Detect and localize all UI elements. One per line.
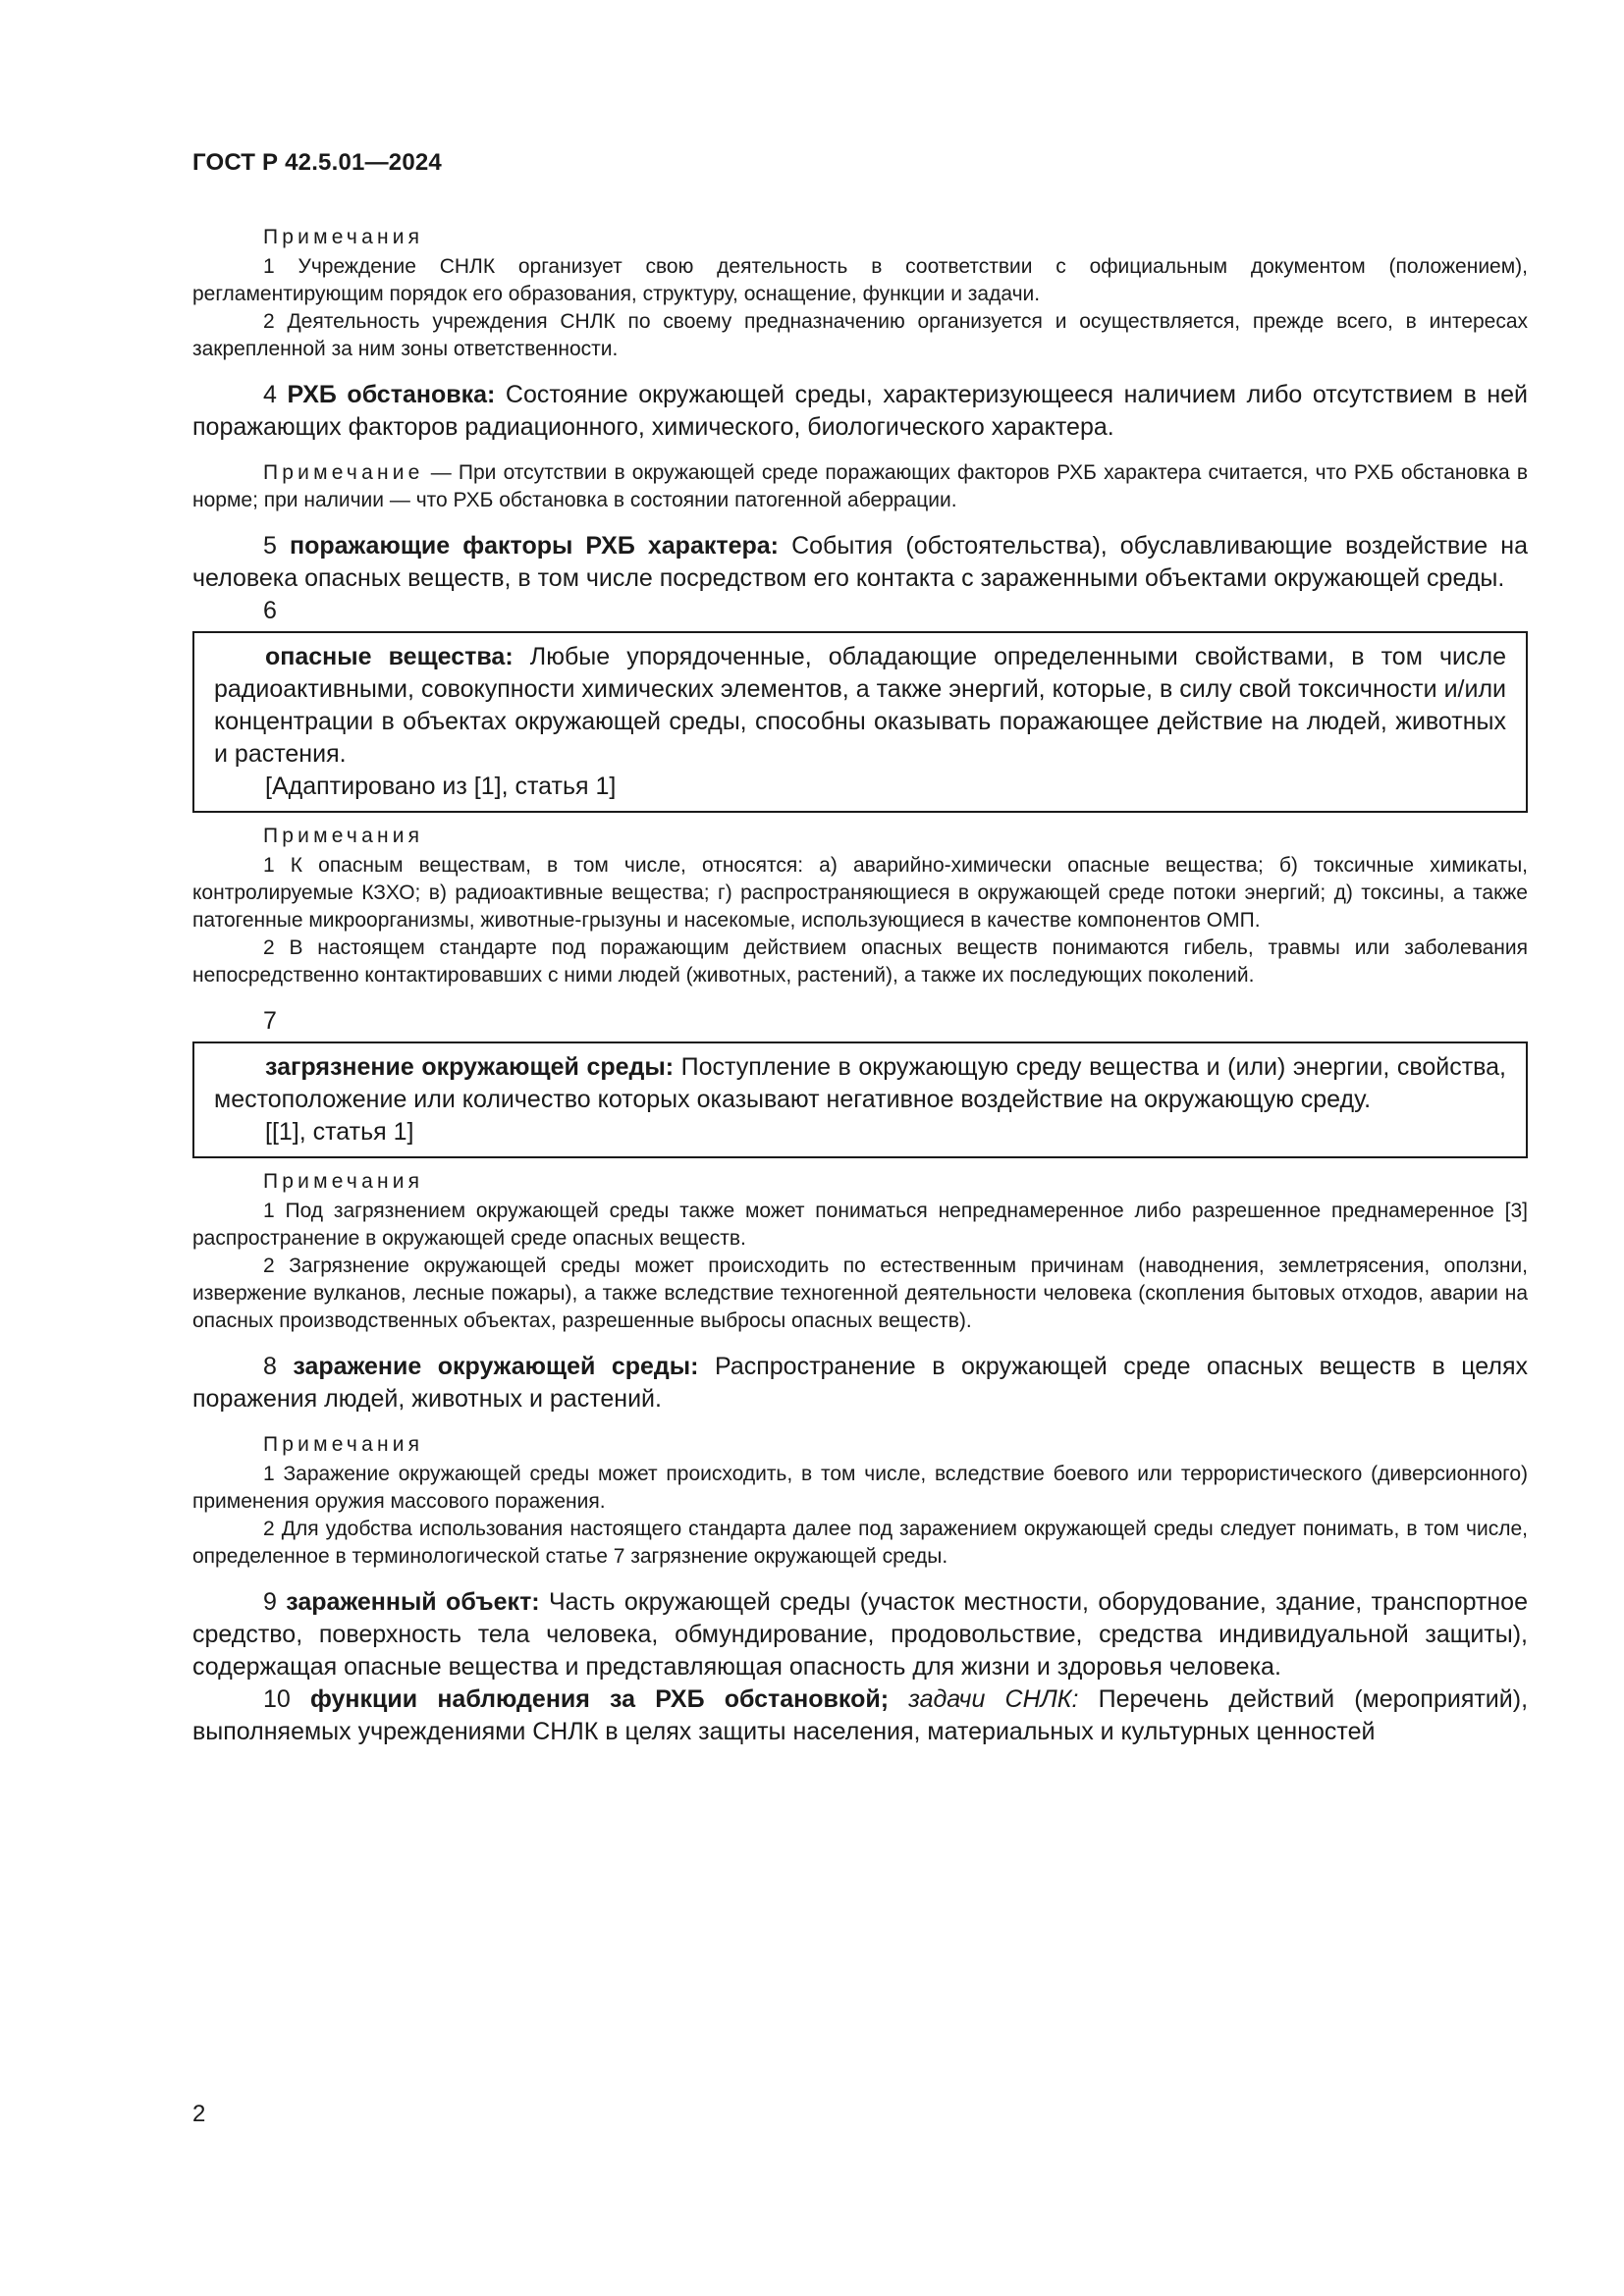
- note-item: 1 Учреждение СНЛК организует свою деятельность в соответствии с официальным документом (положением), регламентирующим порядок его образования, структуру, оснащение, функции и задачи.: [192, 255, 1528, 305]
- term-definition: Любые упорядоченные, обладающие определенными свойствами, в том числе радиоактивными, совокупности химических элементов, а также энергий, которые, в силу свой токсичности и/или концентрации в объектах окружающей среды, способны оказывать поражающее действие на людей, животных и растения.: [214, 643, 1506, 768]
- term-number-6: 6: [263, 597, 277, 624]
- term-entry-8: [192, 1351, 1528, 1415]
- note-label: Примечание: [263, 461, 424, 484]
- term-name: поражающие факторы РХБ характера:: [289, 532, 780, 560]
- note-item: 1 Под загрязнением окружающей среды также может пониматься непреднамеренное либо разрешенное преднамеренное [3] распространение в окружающей среде опасных веществ.: [192, 1200, 1528, 1250]
- note-item: 1 Заражение окружающей среды может происходить, в том числе, вследствие боевого или террористического (диверсионного) применения оружия массового поражения.: [192, 1463, 1528, 1513]
- note-item: 1 К опасным веществам, в том числе, относятся: а) аварийно-химически опасные вещества; б) токсичные химикаты, контролируемые КЗХО; в) радиоактивные вещества; г) распространяющиеся в окружающей среде потоки энергий; д) токсины, а также патогенные микроорганизмы, животные-грызуны и насекомые, использующиеся в качестве компонентов ОМП.: [192, 854, 1528, 932]
- term-entry-9: [192, 1586, 1528, 1683]
- notes-heading: Примечания: [263, 1170, 424, 1193]
- term-source: [[1], статья 1]: [265, 1118, 414, 1146]
- term-definition: Распространение в окружающей среде опасных веществ в целях поражения людей, животных и растений.: [192, 1353, 1528, 1413]
- term-box-7: [192, 1041, 1528, 1158]
- term-entry-4: [192, 379, 1528, 444]
- term-name: опасные вещества:: [265, 643, 514, 670]
- term-name: функции наблюдения за РХБ обстановкой;: [309, 1685, 890, 1713]
- term-entry-6: [214, 641, 1506, 771]
- term-definition: События (обстоятельства), обуславливающие воздействие на человека опасных веществ, в том числе посредством его контакта с зараженными объектами окружающей среды.: [192, 532, 1528, 592]
- term-name: РХБ обстановка:: [287, 381, 496, 408]
- term-synonym: задачи СНЛК:: [908, 1685, 1079, 1713]
- term-entry-7: [214, 1051, 1506, 1116]
- note-item: 2 Деятельность учреждения СНЛК по своему предназначению организуется и осуществляется, прежде всего, в интересах закрепленной за ним зоны ответственности.: [192, 310, 1528, 360]
- term-name: заражение окружающей среды:: [293, 1353, 699, 1380]
- notes-heading: Примечания: [263, 1433, 424, 1456]
- term-definition: Часть окружающей среды (участок местности, оборудование, здание, транспортное средство, поверхность тела человека, обмундирование, продовольствие, средства индивидуальной защиты), содержащая опасные вещества и представляющая опасность для жизни и здоровья человека.: [192, 1588, 1528, 1681]
- term-name: зараженный объект:: [286, 1588, 540, 1616]
- note-text: — При отсутствии в окружающей среде поражающих факторов РХБ характера считается, что РХБ обстановка в норме; при наличии — что РХБ обстановка в состоянии патогенной аберрации.: [192, 461, 1528, 511]
- note-item: 2 Для удобства использования настоящего стандарта далее под заражением окружающей среды следует понимать, в том числе, определенное в терминологической статье 7 загрязнение окружающей среды.: [192, 1518, 1528, 1568]
- term-number: 9: [263, 1588, 277, 1616]
- term-definition: Состояние окружающей среды, характеризующееся наличием либо отсутствием в ней поражающих факторов радиационного, химического, биологического характера.: [192, 381, 1528, 441]
- notes-block: [192, 224, 1528, 363]
- page-content: [192, 224, 1528, 1748]
- term-number: 4: [263, 381, 277, 408]
- notes-block: [192, 1431, 1528, 1571]
- term-number: 10: [263, 1685, 291, 1713]
- term-source: [Адаптировано из [1], статья 1]: [265, 773, 617, 800]
- note-item: 2 Загрязнение окружающей среды может происходить по естественным причинам (наводнения, землетрясения, оползни, извержение вулканов, лесные пожары), а также вследствие техногенной деятельности человека (скопления бытовых отходов, аварии на опасных производственных объектах, разрешенные выбросы опасных веществ).: [192, 1255, 1528, 1332]
- term-number: 5: [263, 532, 277, 560]
- term-number-7: 7: [263, 1007, 277, 1035]
- notes-heading: Примечания: [263, 226, 424, 248]
- term-box-6: [192, 631, 1528, 813]
- term-number: 8: [263, 1353, 277, 1380]
- notes-block: [192, 1168, 1528, 1335]
- term-definition: Поступление в окружающую среду вещества и (или) энергии, свойства, местоположение или количество которых оказывают негативное воздействие на окружающую среду.: [214, 1053, 1506, 1113]
- notes-heading: Примечания: [263, 825, 424, 847]
- term-entry-10: [192, 1683, 1528, 1748]
- notes-block: [192, 823, 1528, 989]
- note-4: [192, 459, 1528, 514]
- standard-designation: ГОСТ Р 42.5.01—2024: [192, 149, 442, 176]
- term-definition: Перечень действий (мероприятий), выполняемых учреждениями СНЛК в целях защиты населения, материальных и культурных ценностей: [192, 1685, 1529, 1745]
- term-name: загрязнение окружающей среды:: [265, 1053, 675, 1081]
- page-number: 2: [192, 2101, 206, 2127]
- note-item: 2 В настоящем стандарте под поражающим действием опасных веществ понимаются гибель, травмы или заболевания непосредственно контактировавших с ними людей (животных, растений), а также их последующих поколений.: [192, 936, 1528, 987]
- term-entry-5: [192, 530, 1528, 595]
